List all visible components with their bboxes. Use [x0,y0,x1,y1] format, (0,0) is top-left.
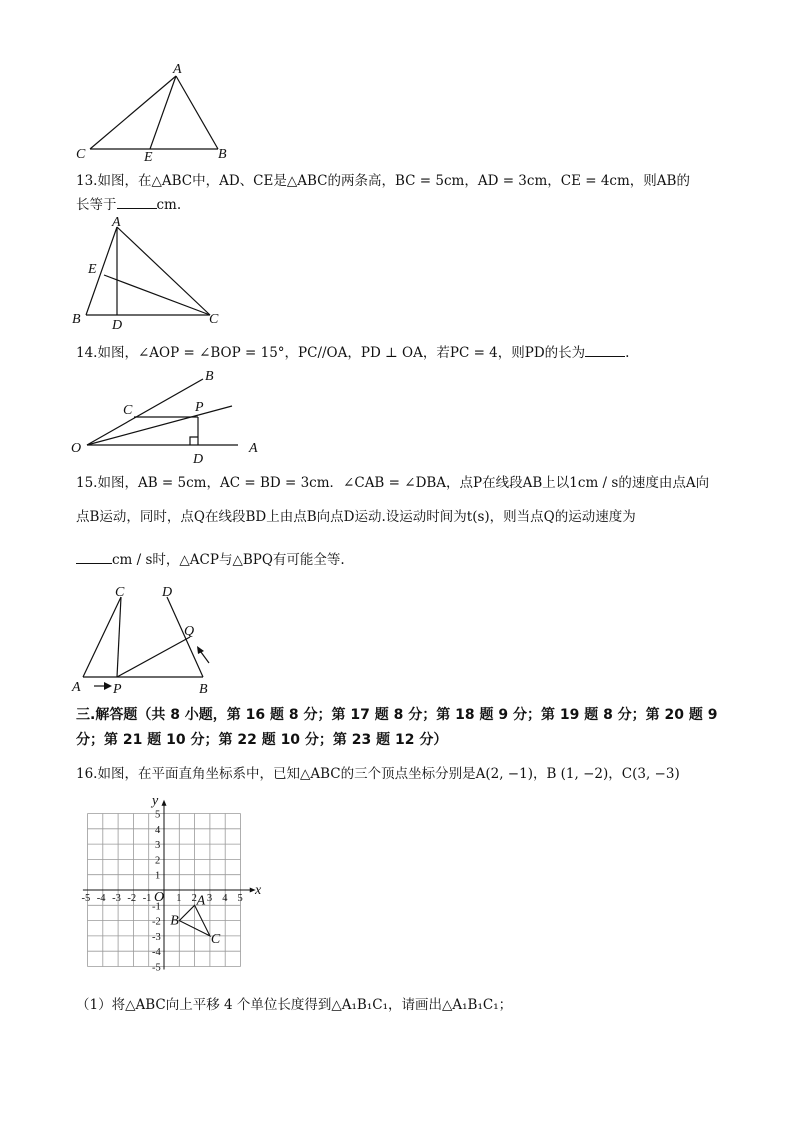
x-tick-label: -3 [112,893,121,904]
fig14-label-p: P [195,400,204,415]
fig15-label-p: P [113,682,122,697]
figure-q14-angle [70,364,270,469]
fig13-label-b: B [72,312,81,327]
x-axis-label: x [255,883,262,898]
q15-line-3-text: cm / s时，△ACP与△BPQ有可能全等. [112,552,345,568]
y-tick-label: 5 [155,809,161,821]
fig12-label-e: E [144,150,153,165]
y-tick-label: -2 [152,916,161,928]
section-3-heading-line-1: 三.解答题（共 8 小题，第 16 题 8 分；第 17 题 8 分；第 18 题 9 分；第 19 题 8 分；第 20 题 9 [76,707,718,723]
y-tick-label: 3 [155,840,161,852]
q15-line-3 [76,551,345,569]
figure-q15-triangles [66,580,226,700]
y-tick-label: 4 [155,824,161,836]
q15-answer-blank[interactable] [76,551,112,564]
origin-label: O [154,890,165,905]
q14-text-body: 14.如图，∠AOP = ∠BOP = 15°，PC//OA，PD ⊥ OA，若PC = 4，则PD的长为 [76,345,586,361]
y-tick-label: -5 [152,962,161,974]
figure-q12-triangle [70,60,240,170]
q13-line-2-prefix: 长等于 [76,197,117,213]
fig13-label-d: D [112,318,123,333]
x-tick-label: -2 [127,893,137,904]
x-tick-label: 1 [176,893,182,904]
q13-answer-blank[interactable] [117,196,157,209]
fig12-label-a: A [173,62,182,77]
fig15-label-c: C [115,585,125,600]
fig14-label-d: D [193,452,204,467]
q13-line-1: 13.如图，在△ABC中，AD、CE是△ABC的两条高，BC = 5cm，AD = 3cm，CE = 4cm，则AB的 [76,173,690,189]
q15-line-1: 15.如图，AB = 5cm，AC = BD = 3cm．∠CAB = ∠DBA，点P在线段AB上以1cm / s的速度由点A向 [76,475,710,491]
x-tick-label: 4 [222,893,228,904]
fig13-label-c: C [209,312,219,327]
fig14-label-o: O [71,441,82,456]
fig15-label-a: A [72,680,81,695]
y-axis-arrow [162,800,167,806]
fig15-label-d: D [162,585,173,600]
q14-text-end: . [625,345,630,361]
x-tick-label: -4 [96,893,106,904]
q13-line-2-suffix: cm. [156,197,182,213]
y-tick-label: 1 [155,870,161,882]
point-label-c: C [210,931,221,947]
x-tick-label: -5 [81,893,91,904]
y-tick-label: -4 [152,947,161,959]
y-tick-label: -3 [152,931,161,943]
fig15-label-q: Q [184,624,195,639]
fig14-label-a: A [249,441,258,456]
x-tick-label: -1 [142,893,152,904]
y-tick-label: -1 [152,901,161,913]
fig13-label-e: E [88,262,97,277]
fig14-label-c: C [123,403,133,418]
x-tick-label: 5 [237,893,243,904]
x-tick-label: 3 [206,893,213,904]
q16-sub-question-1: （1）将△ABC向上平移 4 个单位长度得到△A₁B₁C₁，请画出△A₁B₁C₁； [76,997,513,1013]
figure-q13-triangle [70,217,230,332]
fig14-label-b: B [205,369,214,384]
q14-text [76,344,629,362]
fig15-label-b: B [199,682,208,697]
fig12-label-c: C [76,147,86,162]
point-label-b: B [170,913,179,929]
x-tick-label: 2 [191,893,197,904]
fig13-label-a: A [112,215,121,230]
q13-line-2 [76,196,181,214]
point-label-a: A [196,893,206,909]
q16-text: 16.如图，在平面直角坐标系中，已知△ABC的三个顶点坐标分别是A(2, −1)，B (1, −2)，C(3, −3) [76,766,680,782]
y-tick-label: 2 [155,855,161,867]
q14-answer-blank[interactable] [585,344,625,357]
section-3-heading-line-2: 分；第 21 题 10 分；第 22 题 10 分；第 23 题 12 分） [76,732,448,748]
q15-line-2: 点B运动，同时，点Q在线段BD上由点B向点D运动.设运动时间为t(s)，则当点Q的运动速度为 [76,509,636,525]
y-axis-label: y [152,793,159,809]
coordinate-grid [66,793,262,980]
fig12-label-b: B [218,147,227,162]
